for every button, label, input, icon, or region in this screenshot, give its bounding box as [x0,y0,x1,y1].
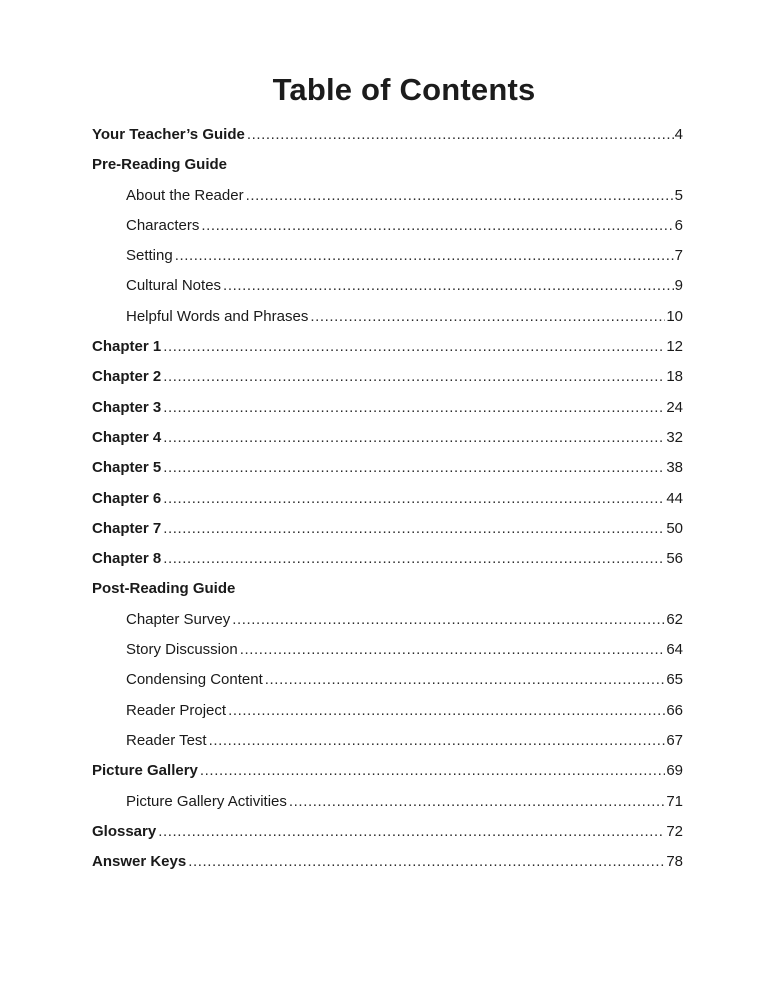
toc-entry [92,787,683,817]
toc-entry-page-number: 64 [666,641,683,659]
dot-leader [163,514,665,544]
dot-leader [265,665,666,695]
toc-entry-page-number: 71 [666,792,683,810]
toc-entry-label: Chapter 6 [92,489,162,507]
toc-entry-label: Pre-Reading Guide [92,156,228,174]
dot-leader [163,393,665,423]
dot-leader [209,726,666,756]
toc-entry [92,817,683,847]
toc-entry-label: Characters [126,216,200,234]
toc-entry-page-number: 56 [666,550,683,568]
toc-entry-page-number: 5 [674,186,683,204]
toc-entry-label: Cultural Notes [126,277,222,295]
toc-entry [92,271,683,301]
toc-entry-label: About the Reader [126,186,244,204]
dot-leader [163,544,665,574]
toc-entry-page-number: 66 [666,701,683,719]
toc-entry [92,484,683,514]
toc-entry-label: Answer Keys [92,853,187,871]
dot-leader [158,817,665,847]
toc-entry [92,605,683,635]
dot-leader [310,302,665,332]
toc-entry [92,635,683,665]
toc-entry [92,514,683,544]
toc-entry [92,302,683,332]
toc-entry-label: Chapter 1 [92,338,162,356]
dot-leader [163,453,665,483]
toc-entry [92,756,683,786]
toc-entry [92,393,683,423]
dot-leader [246,181,674,211]
toc-entry-page-number: 6 [674,216,683,234]
toc-entry [92,423,683,453]
page-title: Table of Contents [272,72,536,107]
dot-leader [240,635,666,665]
toc-entry-page-number: 18 [666,368,683,386]
toc-entry-page-number: 32 [666,428,683,446]
toc-entry [92,574,683,604]
toc-entry [92,332,683,362]
dot-leader [175,241,674,271]
toc-entry-page-number: 72 [666,822,683,840]
dot-leader [200,756,665,786]
toc-entry-page-number: 4 [674,126,683,143]
toc-entry-label: Chapter 5 [92,459,162,477]
table-of-contents [92,120,683,877]
toc-entry [92,211,683,241]
toc-entry-page-number: 65 [666,671,683,689]
toc-entry-page-number: 78 [666,853,683,871]
toc-entry-label: Post-Reading Guide [92,580,236,598]
toc-entry [92,544,683,574]
toc-entry [92,241,683,271]
toc-entry-label: Reader Project [126,701,227,719]
dot-leader [232,605,665,635]
dot-leader [201,211,673,241]
dot-leader [223,271,674,301]
toc-entry-label: Picture Gallery Activities [126,792,287,810]
toc-entry-label: Reader Test [126,731,207,749]
toc-entry [92,665,683,695]
toc-entry-page-number: 44 [666,489,683,507]
toc-entry [92,150,683,180]
toc-entry-page-number: 50 [666,519,683,537]
toc-entry [92,120,683,150]
toc-entry-label: Chapter 8 [92,550,162,568]
toc-entry [92,181,683,211]
toc-entry [92,726,683,756]
toc-entry-page-number: 24 [666,398,683,416]
dot-leader [163,423,665,453]
toc-entry-label: Chapter Survey [126,610,231,628]
dot-leader [247,120,674,150]
dot-leader [163,484,665,514]
toc-entry-label: Chapter 2 [92,368,162,386]
toc-entry-label: Picture Gallery [92,762,198,780]
dot-leader [163,332,665,362]
toc-entry [92,453,683,483]
toc-entry-page-number: 7 [674,247,683,265]
toc-entry-label: Condensing Content [126,671,263,689]
dot-leader [289,787,665,817]
toc-entry [92,362,683,392]
toc-entry-label: Chapter 4 [92,428,162,446]
toc-entry-page-number: 9 [674,277,683,295]
toc-entry-label: Your Teacher’s Guide [92,126,245,143]
toc-entry-label: Helpful Words and Phrases [126,307,309,325]
toc-entry-page-number: 69 [666,762,683,780]
toc-entry-page-number: 67 [666,731,683,749]
toc-entry-label: Story Discussion [126,641,238,659]
toc-entry-label: Glossary [92,822,157,840]
toc-entry-page-number: 12 [666,338,683,356]
dot-leader [163,362,665,392]
dot-leader [188,847,665,877]
toc-entry-page-number: 38 [666,459,683,477]
toc-entry-page-number: 10 [666,307,683,325]
toc-entry-label: Chapter 3 [92,398,162,416]
toc-entry [92,696,683,726]
dot-leader [228,696,665,726]
toc-entry-label: Setting [126,247,173,265]
toc-entry-page-number: 62 [666,610,683,628]
toc-entry [92,847,683,877]
toc-entry-label: Chapter 7 [92,519,162,537]
